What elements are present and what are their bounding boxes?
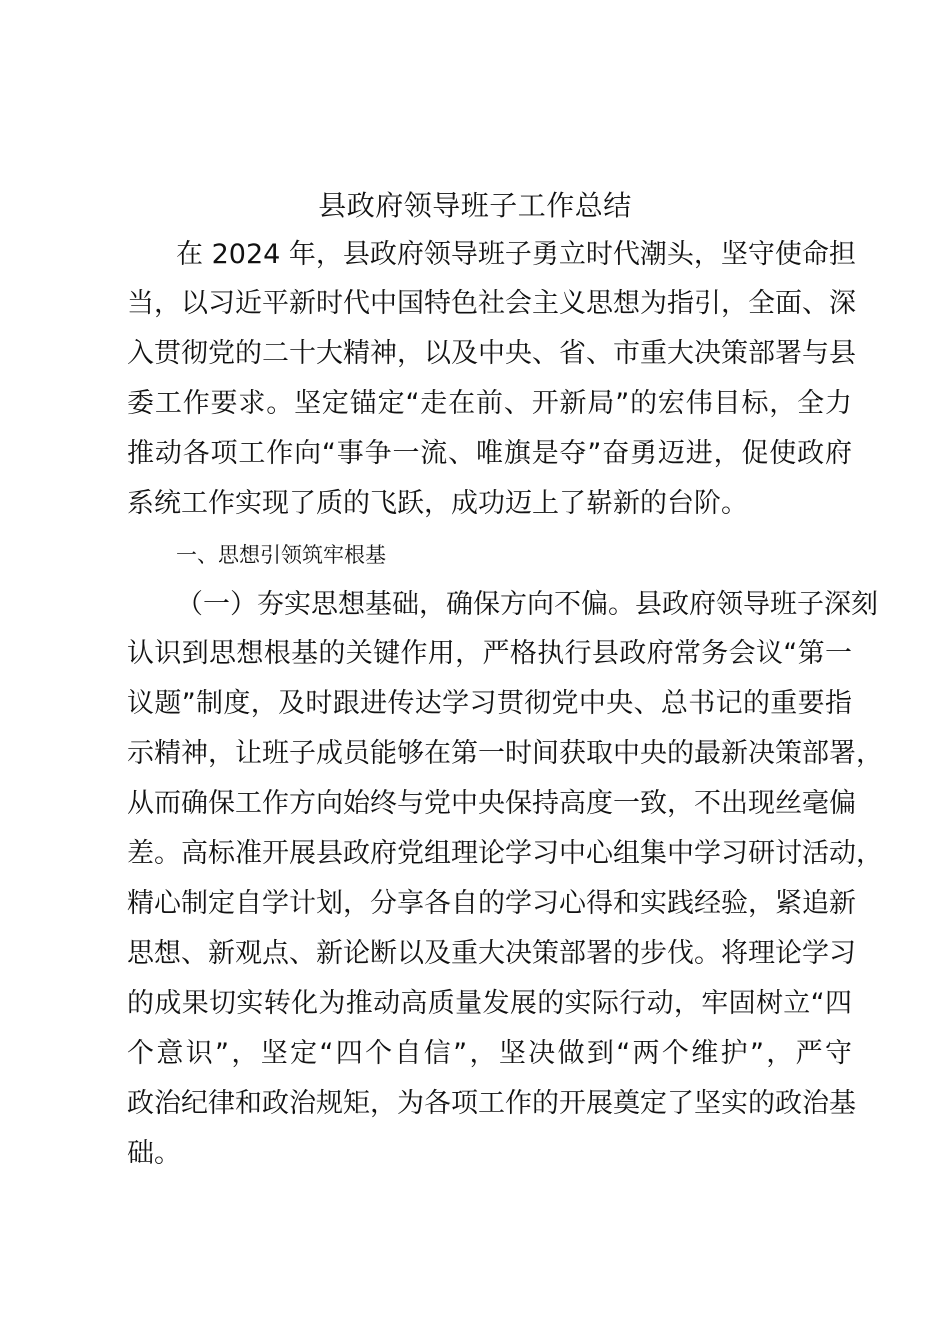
intro-line: 推动各项工作向“事争一流、唯旗是夺”奋勇迈进，促使政府 [127,438,852,469]
body-line: 差。高标准开展县政府党组理论学习中心组集中学习研讨活动， [127,838,883,869]
body-line: 示精神，让班子成员能够在第一时间获取中央的最新决策部署， [127,738,883,769]
body-line: 从而确保工作方向始终与党中央保持高度一致，不出现丝毫偏 [127,788,856,819]
body-line: （一）夯实思想基础，确保方向不偏。县政府领导班子深刻 [176,589,878,620]
body-line: 思想、新观点、新论断以及重大决策部署的步伐。将理论学习 [127,938,856,969]
body-line: 议题”制度，及时跟进传达学习贯彻党中央、总书记的重要指 [127,688,852,719]
body-line: 的成果切实转化为推动高质量发展的实际行动，牢固树立“四 [127,988,852,1019]
document-title: 县政府领导班子工作总结 [318,189,632,222]
body-line: 精心制定自学计划，分享各自的学习心得和实践经验，紧追新 [127,888,856,919]
body-line: 政治纪律和政治规矩，为各项工作的开展奠定了坚实的政治基 [127,1088,856,1119]
body-line: 础。 [127,1138,181,1169]
intro-line: 委工作要求。坚定锚定“走在前、开新局”的宏伟目标，全力 [127,388,852,419]
intro-line: 系统工作实现了质的飞跃，成功迈上了崭新的台阶。 [127,488,748,519]
intro-line: 在 2024 年，县政府领导班子勇立时代潮头，坚守使命担 [176,239,856,270]
body-line: 个意识”，坚定“四个自信”，坚决做到“两个维护”，严守 [127,1038,852,1069]
intro-line: 入贯彻党的二十大精神，以及中央、省、市重大决策部署与县 [127,338,856,369]
section-heading: 一、思想引领筑牢根基 [176,543,386,567]
body-line: 认识到思想根基的关键作用，严格执行县政府常务会议“第一 [127,638,852,669]
intro-line: 当，以习近平新时代中国特色社会主义思想为指引，全面、深 [127,288,856,319]
